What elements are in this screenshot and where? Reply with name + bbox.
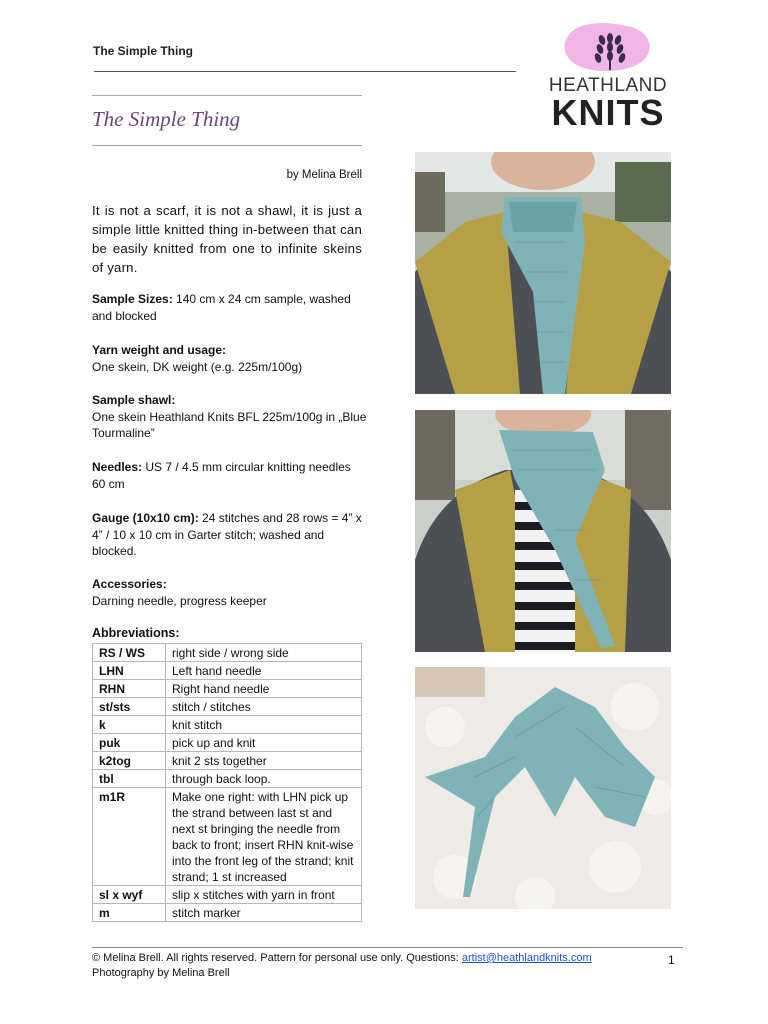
title-rule-bottom — [92, 145, 362, 146]
logo-line-2: KNITS — [551, 92, 665, 133]
section-label: Accessories: — [92, 577, 167, 591]
table-row — [93, 770, 362, 788]
table-row — [93, 662, 362, 680]
photo-shawl-worn-2 — [415, 410, 671, 652]
abbr-key: RHN — [93, 680, 166, 698]
abbr-key: m — [93, 904, 166, 922]
abbr-key: RS / WS — [93, 644, 166, 662]
intro-paragraph: It is not a scarf, it is not a shawl, it is just a simple little knitted thing in-between that can be easily knitted from one to infinite skeins of yarn. — [92, 203, 362, 275]
section-text: One skein, DK weight (e.g. 225m/100g) — [92, 359, 303, 374]
table-row — [93, 734, 362, 752]
abbr-value: stitch marker — [166, 904, 362, 922]
section-text: US 7 / 4.5 mm circular knitting needles 60 cm — [92, 460, 351, 491]
section-label: Sample shawl: — [92, 393, 176, 407]
section-accessories — [92, 576, 367, 609]
abbr-value: stitch / stitches — [166, 698, 362, 716]
section-label: Gauge (10x10 cm): — [92, 511, 199, 525]
document-title: The Simple Thing — [92, 107, 241, 131]
section-text: One skein Heathland Knits BFL 225m/100g in „Blue Tourmaline” — [92, 409, 367, 440]
footer-copyright — [92, 952, 592, 964]
section-text: Darning needle, progress keeper — [92, 593, 267, 608]
section-yarn-weight — [92, 342, 367, 375]
table-row — [93, 698, 362, 716]
abbr-value: Left hand needle — [166, 662, 362, 680]
abbreviations-table — [92, 643, 362, 922]
byline: by Melina Brell — [286, 169, 362, 181]
abbr-value: slip x stitches with yarn in front — [166, 886, 362, 904]
abbr-key: LHN — [93, 662, 166, 680]
photo-shawl-flat — [415, 667, 671, 909]
heather-sprig-icon — [540, 18, 676, 78]
section-sample-sizes — [92, 291, 367, 324]
abbr-value: Right hand needle — [166, 680, 362, 698]
photo-shawl-worn-1 — [415, 152, 671, 394]
copyright-text: © Melina Brell. All rights reserved. Pattern for personal use only. Questions: — [92, 952, 462, 964]
running-header-title: The Simple Thing — [93, 44, 194, 58]
abbr-key: m1R — [93, 788, 166, 886]
abbr-key: k2tog — [93, 752, 166, 770]
contact-email-link[interactable]: artist@heathlandknits.com — [461, 952, 592, 964]
table-row — [93, 886, 362, 904]
abbr-key: sl x wyf — [93, 886, 166, 904]
abbr-key: puk — [93, 734, 166, 752]
section-text: 140 cm x 24 cm sample, washed and blocked — [92, 292, 351, 323]
header-rule — [94, 71, 516, 72]
table-row — [93, 904, 362, 922]
abbreviations-heading: Abbreviations: — [92, 626, 180, 640]
section-gauge — [92, 510, 367, 560]
abbr-value: knit 2 sts together — [166, 752, 362, 770]
section-label: Sample Sizes: — [92, 292, 173, 306]
abbr-value: knit stitch — [166, 716, 362, 734]
abbr-value: Make one right: with LHN pick up the strand between last st and next st bringing the needle from back to front; insert RHN knit-wise into the front leg of the strand; knit strand; 1 st increased — [166, 788, 362, 886]
table-row — [93, 680, 362, 698]
footer-rule — [92, 947, 683, 948]
page-number: 1 — [668, 953, 675, 967]
table-row — [93, 752, 362, 770]
section-text: 24 stitches and 28 rows = 4” x 4” / 10 x 10 cm in Garter stitch; washed and blocked. — [92, 511, 362, 558]
abbr-key: k — [93, 716, 166, 734]
table-row — [93, 644, 362, 662]
abbr-value: right side / wrong side — [166, 644, 362, 662]
table-row — [93, 716, 362, 734]
footer-photo-credit: Photography by Melina Brell — [92, 967, 230, 979]
abbr-value: pick up and knit — [166, 734, 362, 752]
abbr-value: through back loop. — [166, 770, 362, 788]
table-row — [93, 788, 362, 886]
section-needles — [92, 459, 367, 492]
abbr-key: tbl — [93, 770, 166, 788]
logo-line-1: HEATHLAND — [548, 75, 668, 96]
section-sample-shawl — [92, 392, 367, 442]
abbr-key: st/sts — [93, 698, 166, 716]
section-label: Needles: — [92, 460, 143, 474]
title-rule-top — [92, 95, 362, 96]
section-label: Yarn weight and usage: — [92, 343, 227, 357]
